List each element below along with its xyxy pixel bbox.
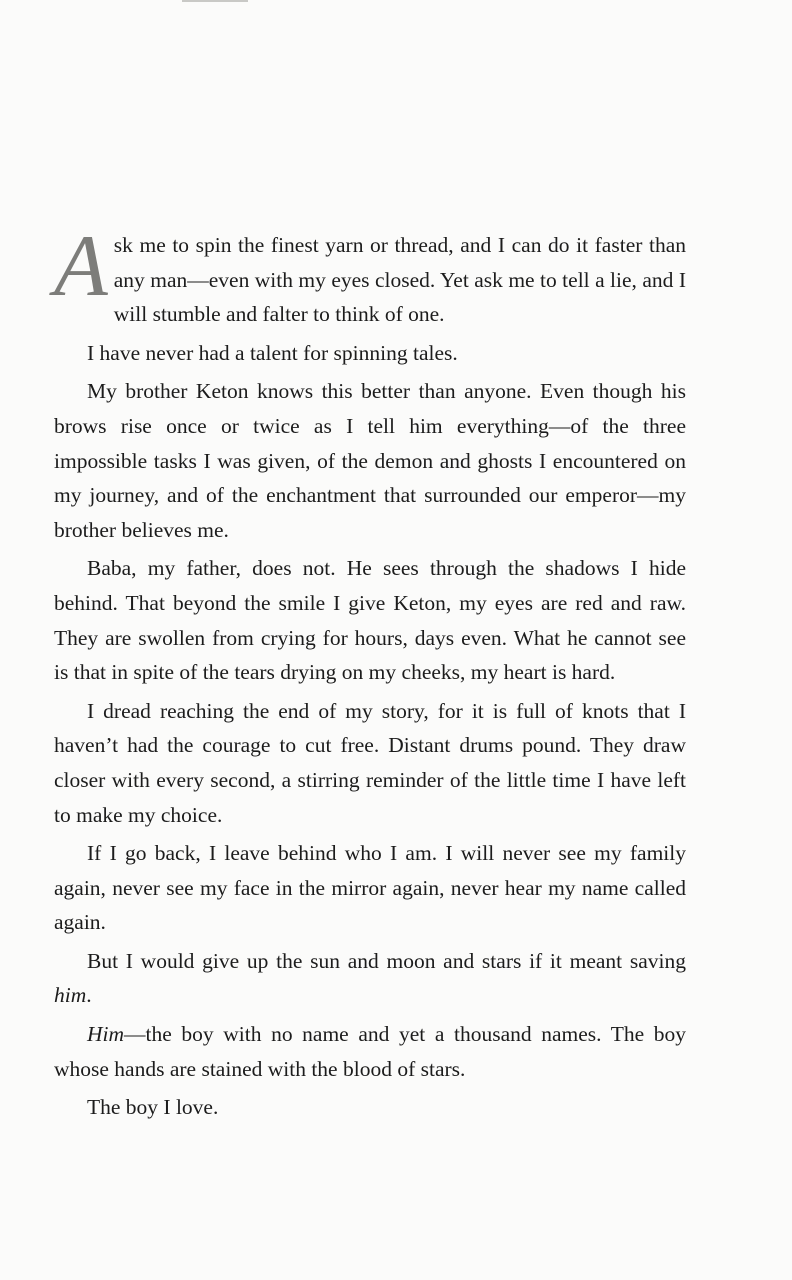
paragraph-2: I have never had a talent for spinning tales. xyxy=(87,340,458,365)
paragraph-7-emphasis: him xyxy=(54,983,87,1008)
paragraph-7 xyxy=(54,944,686,1013)
paragraph-7-text: But I would give up the sun and moon and stars if it meant saving xyxy=(87,948,686,973)
paragraph-6: If I go back, I leave behind who I am. I will never see my family again, never see my face in the mirror again, never hear my name called again. xyxy=(54,841,686,935)
paragraph-9: The boy I love. xyxy=(87,1095,219,1120)
paragraph-3: My brother Keton knows this better than anyone. Even though his brows rise once or twice as I tell him everything—of the three impossible tasks I was given, of the demon and ghosts I encountered on my journey, and of the enchantment that surrounded our emperor—my brother believes me. xyxy=(54,379,686,542)
page-top-mark xyxy=(182,0,248,2)
paragraph-5: I dread reaching the end of my story, for it is full of knots that I haven’t had the courage to cut free. Distant drums pound. They draw closer with every second, a stirring reminder of the little time I have left to make my choice. xyxy=(54,698,686,827)
paragraph-8-emphasis: Him xyxy=(87,1022,125,1047)
paragraph-4: Baba, my father, does not. He sees through the shadows I hide behind. That beyond the smile I give Keton, my eyes are red and raw. They are swollen from crying for hours, days even. What he cannot see is that in spite of the tears drying on my cheeks, my heart is hard. xyxy=(54,556,686,685)
drop-cap-letter: A xyxy=(54,218,106,315)
paragraph-1-text: sk me to spin the finest yarn or thread, and I can do it faster than any man—even with my eyes closed. Yet ask me to tell a lie, and I will stumble and falter to think of one. xyxy=(113,233,686,327)
paragraph-8-text: —the boy with no name and yet a thousand names. The boy whose hands are stained with the blood of stars. xyxy=(54,1022,686,1081)
paragraph-7-end: . xyxy=(86,983,92,1008)
paragraph-8 xyxy=(54,1017,686,1086)
chapter-text xyxy=(54,218,686,1129)
paragraph-1 xyxy=(54,218,686,332)
